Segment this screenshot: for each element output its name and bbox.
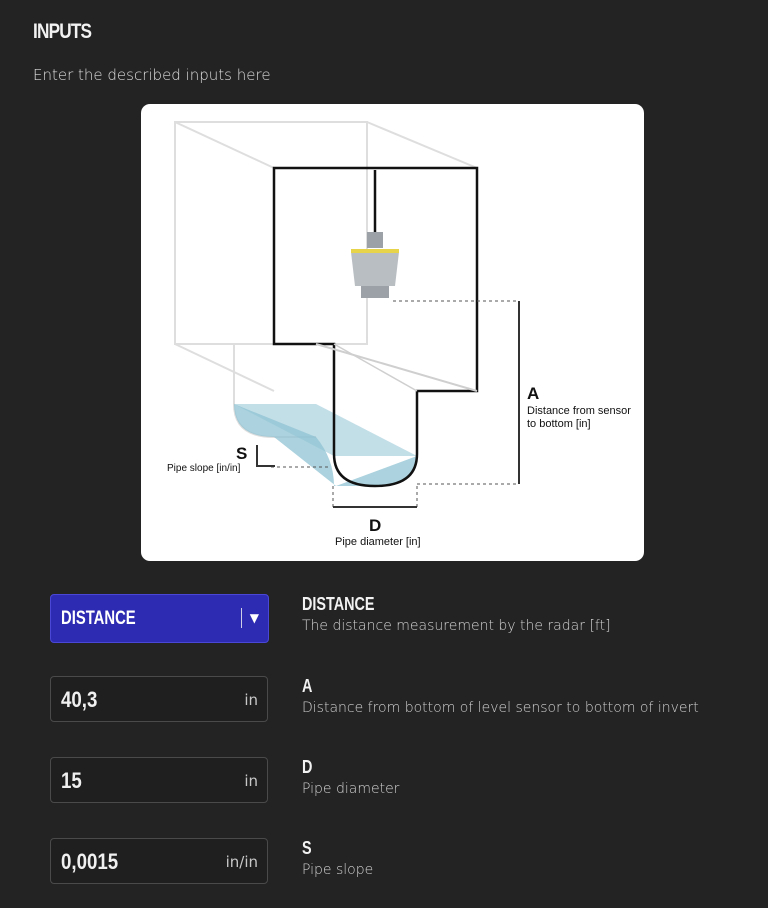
a-input-value: 40,3	[61, 687, 98, 712]
sensor-icon	[351, 170, 399, 298]
a-input-unit: in	[244, 691, 258, 709]
d-desc	[302, 757, 399, 797]
d-input-value: 15	[61, 768, 82, 793]
page-title: INPUTS	[33, 20, 92, 43]
measurement-select-value: DISTANCE	[61, 608, 136, 629]
s-input-value: 0,0015	[61, 849, 119, 874]
label-s: S	[236, 444, 248, 463]
s-desc	[302, 838, 373, 878]
a-heading: A	[302, 676, 313, 696]
measurement-desc	[302, 594, 611, 634]
s-input-unit: in/in	[225, 853, 258, 871]
label-s-desc: Pipe slope [in/in]	[167, 463, 241, 474]
d-description: Pipe diameter	[302, 781, 400, 797]
measurement-heading: DISTANCE	[302, 594, 375, 614]
chevron-down-icon[interactable]: ▼	[249, 611, 259, 625]
s-heading: S	[302, 838, 312, 858]
pipe-diagram	[141, 104, 644, 561]
page-subtitle: Enter the described inputs here	[33, 66, 271, 84]
s-input[interactable]	[50, 838, 268, 884]
d-heading: D	[302, 757, 313, 777]
d-input-unit: in	[244, 772, 258, 790]
label-a-desc-1: Distance from sensor	[527, 405, 631, 417]
d-input[interactable]	[50, 757, 268, 803]
label-d-desc: Pipe diameter [in]	[335, 536, 421, 548]
s-description: Pipe slope	[302, 862, 374, 878]
select-divider	[241, 608, 242, 628]
measurement-description: The distance measurement by the radar [ft]	[302, 618, 611, 634]
label-d: D	[369, 516, 382, 535]
a-desc	[302, 676, 699, 716]
label-a: A	[527, 384, 540, 403]
a-input[interactable]	[50, 676, 268, 722]
a-description: Distance from bottom of level sensor to bottom of invert	[302, 700, 699, 716]
measurement-select[interactable]	[50, 594, 269, 643]
label-a-desc-2: to bottom [in]	[527, 418, 591, 430]
